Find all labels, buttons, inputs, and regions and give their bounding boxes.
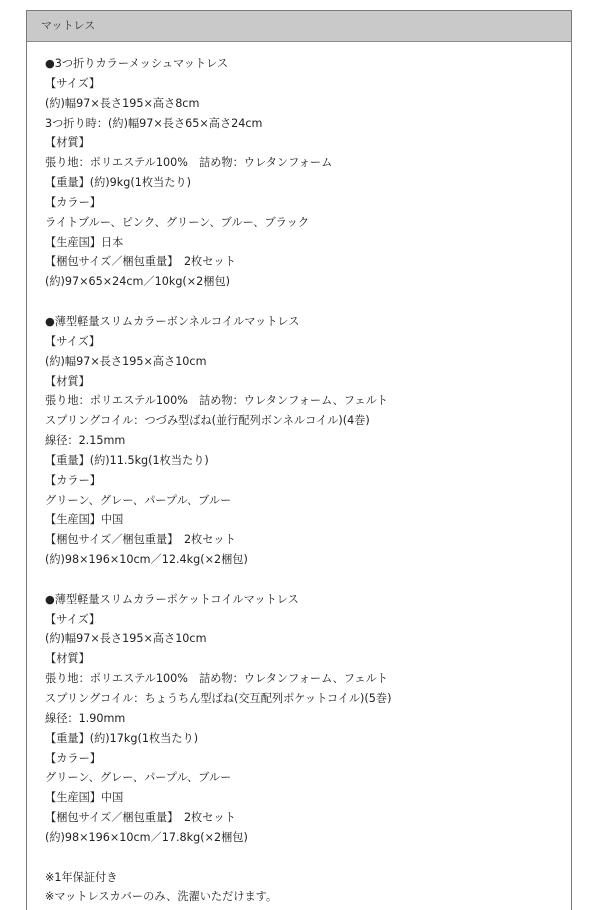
panel-header: [27, 11, 571, 42]
spec-line: 3つ折り時：(約)幅97×長さ65×高さ24cm: [45, 116, 263, 130]
section-gap: [45, 570, 571, 590]
spec-line: 【重量】(約)9kg(1枚当たり): [45, 176, 191, 190]
spec-line: 張り地：ポリエステル100% 詰め物：ウレタンフォーム、フェルト: [45, 394, 388, 408]
spec-line: (約)97×65×24cm／10kg(×2梱包): [45, 275, 231, 289]
mattress-spec-panel: [26, 10, 572, 910]
spec-line: 張り地：ポリエステル100% 詰め物：ウレタンフォーム、フェルト: [45, 672, 388, 686]
notes-block: [45, 868, 571, 908]
spec-content: [27, 42, 571, 907]
spec-line: 【梱包サイズ／梱包重量】 2枚セット: [45, 255, 236, 269]
note-line: ※マットレスカバーのみ、洗濯いただけます。: [45, 890, 278, 904]
spec-line: 【梱包サイズ／梱包重量】 2枚セット: [45, 811, 236, 825]
spec-line: スプリングコイル：つづみ型ばね(並行配列ボンネルコイル)(4巻): [45, 414, 370, 428]
spec-line: 【サイズ】: [45, 76, 101, 90]
spec-line: 【材質】: [45, 136, 90, 150]
spec-line: 【サイズ】: [45, 334, 101, 348]
spec-line: スプリングコイル：ちょうちん型ばね(交互配列ポケットコイル)(5巻): [45, 692, 392, 705]
spec-line: (約)98×196×10cm／12.4kg(×2梱包): [45, 553, 248, 567]
spec-line: グリーン、グレー、パープル、ブルー: [45, 493, 232, 507]
spec-line: 【生産国】日本: [45, 235, 124, 249]
spec-line: 【生産国】中国: [45, 513, 124, 527]
spec-line: (約)幅97×長さ195×高さ10cm: [45, 632, 207, 646]
panel-title: マットレス: [41, 19, 96, 32]
spec-line: 【サイズ】: [45, 612, 101, 626]
spec-line: 張り地：ポリエステル100% 詰め物：ウレタンフォーム: [45, 156, 333, 170]
product-block: [45, 590, 571, 848]
spec-line: 【カラー】: [45, 473, 101, 487]
spec-line: (約)幅97×長さ195×高さ10cm: [45, 354, 207, 368]
spec-line: 【カラー】: [45, 195, 101, 209]
spec-line: ライトブルー、ピンク、グリーン、ブルー、ブラック: [45, 215, 310, 229]
spec-line: 【重量】(約)17kg(1枚当たり): [45, 731, 199, 745]
spec-line: (約)幅97×長さ195×高さ8cm: [45, 96, 200, 110]
product-title: ●3つ折りカラーメッシュマットレス: [45, 57, 229, 70]
spec-line: グリーン、グレー、パープル、ブルー: [45, 771, 232, 785]
product-title: ●薄型軽量スリムカラーポケットコイルマットレス: [45, 592, 299, 606]
product-block: [45, 312, 571, 570]
section-gap: [45, 292, 571, 312]
spec-line: 線径：2.15mm: [45, 434, 126, 448]
product-title: ●薄型軽量スリムカラーボンネルコイルマットレス: [45, 314, 300, 328]
note-line: ※1年保証付き: [45, 870, 118, 884]
spec-line: (約)98×196×10cm／17.8kg(×2梱包): [45, 830, 248, 844]
spec-line: 【生産国】中国: [45, 791, 124, 805]
spec-line: 【カラー】: [45, 751, 101, 765]
spec-line: 【材質】: [45, 374, 90, 388]
product-block: [45, 54, 571, 292]
section-gap: [45, 848, 571, 868]
spec-line: 【材質】: [45, 652, 90, 666]
spec-line: 【梱包サイズ／梱包重量】 2枚セット: [45, 533, 236, 547]
spec-line: 【重量】(約)11.5kg(1枚当たり): [45, 453, 209, 467]
spec-line: 線径：1.90mm: [45, 711, 126, 725]
